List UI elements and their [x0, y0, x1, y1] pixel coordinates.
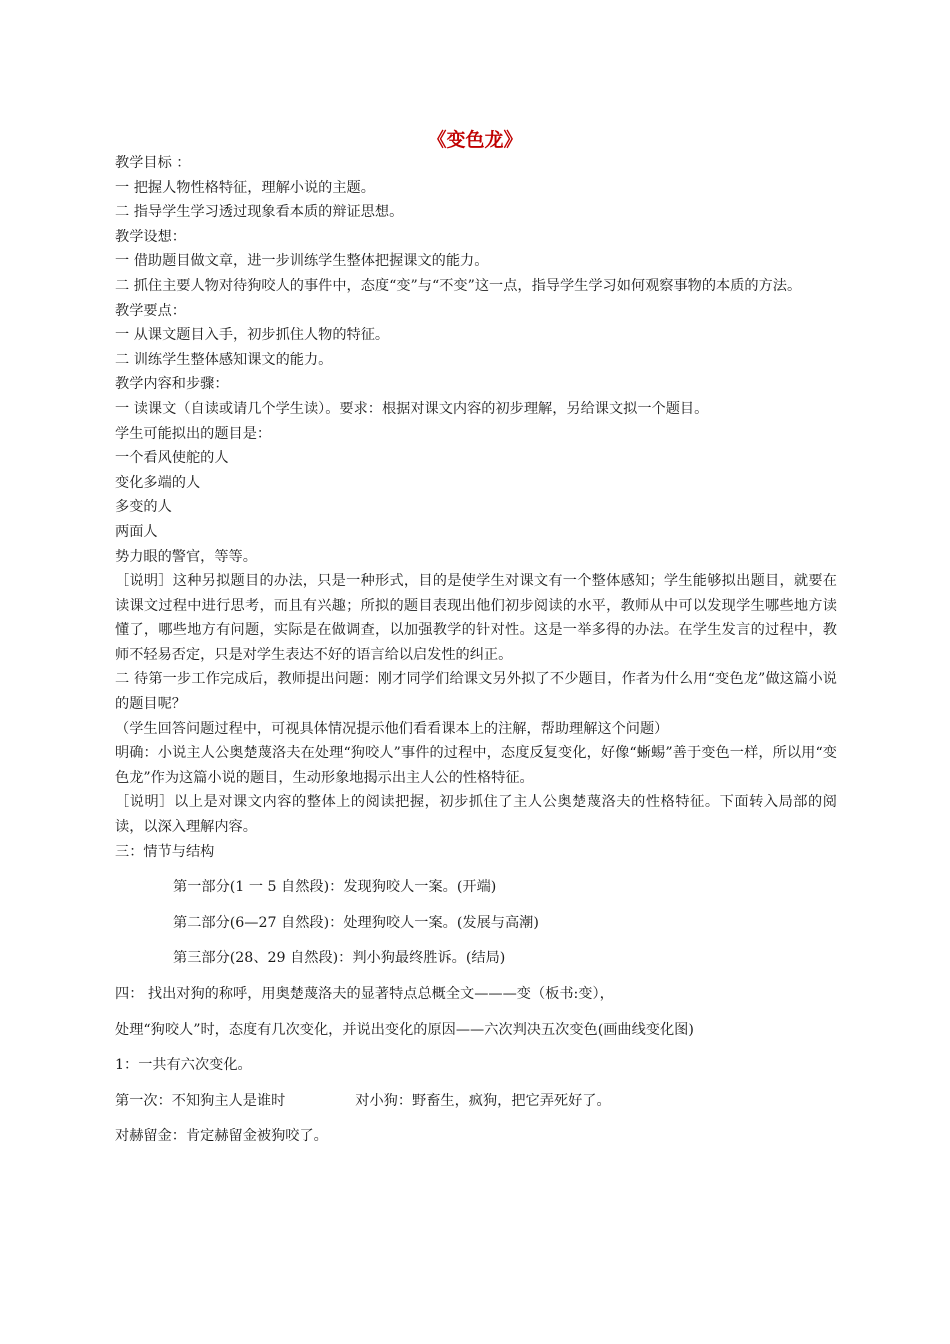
- title-option-3: 多变的人: [115, 499, 172, 516]
- page-title: 《变色龙》: [427, 129, 523, 151]
- goal-item-2: 二 指导学生学习透过现象看本质的辩证思想。: [115, 204, 404, 221]
- note-2: ［说明］以上是对课文内容的整体上的阅读把握，初步抓住了主人公奥楚蔑洛夫的性格特征。下面转入局部的阅读，以深入理解内容。: [115, 794, 837, 836]
- title-option-2: 变化多端的人: [115, 474, 201, 491]
- design-heading: 教学设想：: [115, 228, 186, 245]
- step-4-b: 处理“狗咬人”时，态度有几次变化，并说出变化的原因——六次判决五次变色(画曲线变化图): [115, 1021, 694, 1038]
- title-option-5: 势力眼的警官，等等。: [115, 548, 257, 565]
- first-time-dog-attitude: 对小狗：野畜生，疯狗，把它弄死好了。: [355, 1092, 611, 1109]
- key-heading: 教学要点：: [115, 302, 186, 319]
- part-3: 第三部分(28、29 自然段)：判小狗最终胜诉。(结局): [173, 950, 506, 967]
- step-2: 二 待第一步工作完成后，教师提出问题：刚才同学们给课文另外拟了不少题目，作者为什么用“变色龙”做这篇小说的题目呢？: [115, 671, 837, 713]
- first-time-row: [115, 1089, 837, 1114]
- goal-item-1: 一 把握人物性格特征，理解小说的主题。: [115, 179, 375, 196]
- key-item-1: 一 从课文题目入手，初步抓住人物的特征。: [115, 327, 390, 344]
- hegalin-attitude: 对赫留金：肯定赫留金被狗咬了。: [115, 1128, 328, 1145]
- title-option-4: 两面人: [115, 523, 158, 540]
- step-1: 一 读课文（自读或请几个学生读）。要求：根据对课文内容的初步理解，另给课文拟一个题目。: [115, 400, 709, 417]
- part-1: 第一部分(1 一 5 自然段)：发现狗咬人一案。(开端): [173, 879, 497, 896]
- design-item-1: 一 借助题目做文章，进一步训练学生整体把握课文的能力。: [115, 253, 489, 270]
- step-2-hint: （学生回答问题过程中，可视具体情况提示他们看看课本上的注解，帮助理解这个问题）: [115, 720, 669, 737]
- steps-heading: 教学内容和步骤：: [115, 376, 229, 393]
- first-time-condition: 第一次：不知狗主人是谁时: [115, 1092, 286, 1109]
- design-item-2: 二 抓住主要人物对待狗咬人的事件中，态度“变”与“不变”这一点，指导学生学习如何观察事物的本质的方法。: [115, 277, 802, 294]
- goal-heading: 教学目标 ：: [115, 155, 191, 171]
- title-option-1: 一个看风使舵的人: [115, 450, 229, 467]
- step-4: 四： 找出对狗的称呼，用奥楚蔑洛夫的显著特点总概全文———变（板书:变），: [115, 986, 614, 1002]
- key-item-2: 二 训练学生整体感知课文的能力。: [115, 351, 333, 368]
- document-body: [115, 151, 837, 1149]
- step-3: 三：情节与结构: [115, 843, 215, 860]
- point-1: 1：一共有六次变化。: [115, 1057, 252, 1074]
- step-1-sub: 学生可能拟出的题目是：: [115, 425, 272, 442]
- note-1: ［说明］这种另拟题目的办法，只是一种形式，目的是使学生对课文有一个整体感知；学生能够拟出题目，就要在读课文过程中进行思考，而且有兴趣；所拟的题目表现出他们初步阅读的水平，教师从中可以发现学生哪些地方读懂了，哪些地方有问题，实际是在做调查，以加强教学的针对性。这是一举多得的办法。在学生发言的过程中，教师不轻易否定，只是对学生表达不好的语言给以启发性的纠正。: [115, 573, 837, 663]
- step-2-answer: 明确：小说主人公奥楚蔑洛夫在处理“狗咬人”事件的过程中，态度反复变化，好像“蜥蜴”善于变色一样，所以用“变色龙”作为这篇小说的题目，生动形象地揭示出主人公的性格特征。: [115, 745, 837, 786]
- part-2: 第二部分(6—27 自然段)：处理狗咬人一案。(发展与高潮): [173, 914, 539, 931]
